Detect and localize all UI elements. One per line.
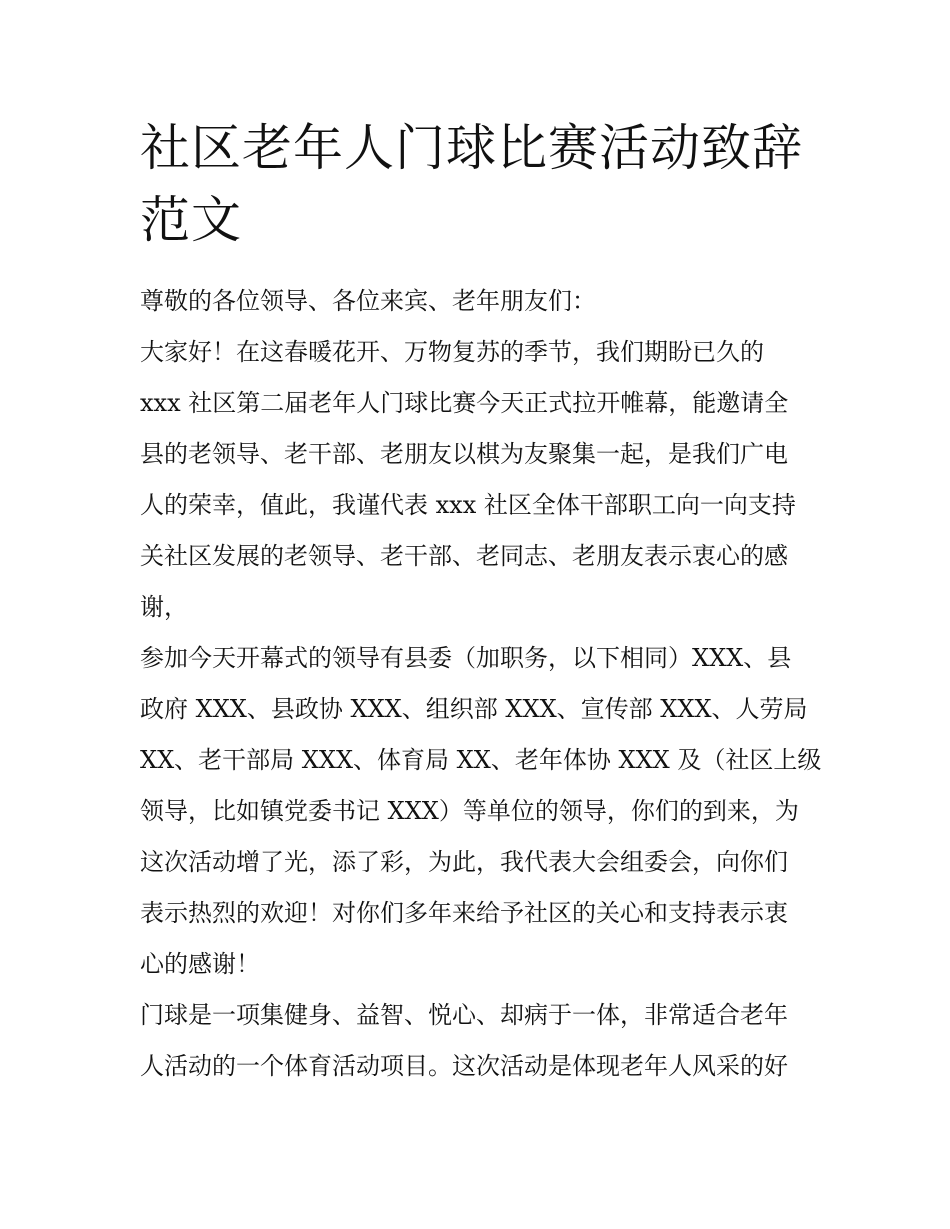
paragraph-line: 表示热烈的欢迎！对你们多年来给予社区的关心和支持表示衷: [140, 899, 788, 927]
paragraph-line: 领导，比如镇党委书记 XXX）等单位的领导，你们的到来，为: [140, 797, 799, 825]
document-content: [140, 112, 822, 1092]
paragraph-line: 门球是一项集健身、益智、悦心、却病于一体，非常适合老年: [140, 1001, 788, 1029]
paragraph-line: 人的荣幸，值此，我谨代表 xxx 社区全体干部职工向一向支持: [140, 491, 796, 519]
paragraph-line: 关社区发展的老领导、老干部、老同志、老朋友表示衷心的感: [140, 542, 788, 570]
salutation-line: 尊敬的各位领导、各位来宾、老年朋友们：: [140, 287, 596, 315]
paragraph-line: 人活动的一个体育活动项目。这次活动是体现老年人风采的好: [140, 1052, 788, 1080]
paragraph-line: 政府 XXX、县政协 XXX、组织部 XXX、宣传部 XXX、人劳局: [140, 695, 808, 723]
paragraph-line: xxx 社区第二届老年人门球比赛今天正式拉开帷幕，能邀请全: [140, 389, 789, 417]
title-line: 范文: [140, 191, 242, 249]
title-line: 社区老年人门球比赛活动致辞: [140, 119, 803, 177]
paragraph-line: XX、老干部局 XXX、体育局 XX、老年体协 XXX 及（社区上级: [140, 746, 822, 774]
paragraph-line: 谢，: [140, 593, 188, 621]
paragraph-line: 心的感谢！: [140, 950, 260, 978]
paragraph-line: 大家好！在这春暖花开、万物复苏的季节，我们期盼已久的: [140, 338, 764, 366]
document-body: [140, 276, 822, 1092]
paragraph-line: 这次活动增了光，添了彩，为此，我代表大会组委会，向你们: [140, 848, 788, 876]
paragraph-line: 参加今天开幕式的领导有县委（加职务，以下相同）XXX、县: [140, 644, 792, 672]
paragraph-line: 县的老领导、老干部、老朋友以棋为友聚集一起，是我们广电: [140, 440, 788, 468]
document-title: [140, 112, 815, 256]
